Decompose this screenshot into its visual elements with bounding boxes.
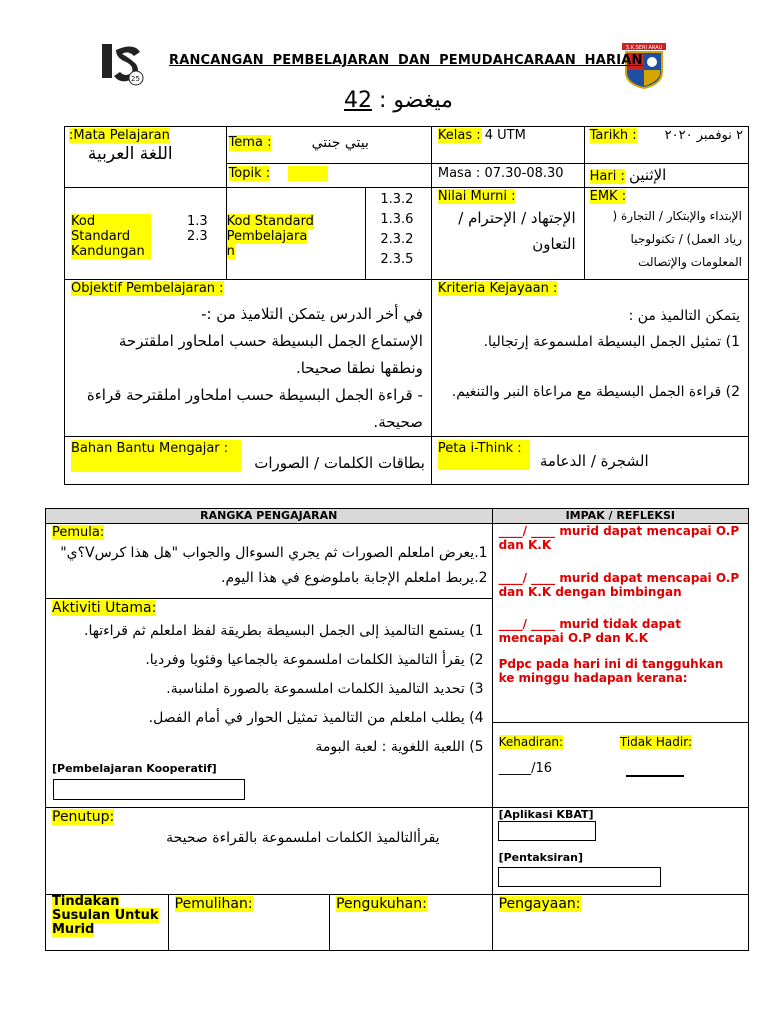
subject-cell	[65, 127, 227, 188]
learning-standard-codes	[366, 188, 431, 270]
content-standard-codes	[187, 214, 208, 259]
date-cell	[584, 127, 748, 164]
assessment-label: [Pentaksiran]	[498, 851, 583, 864]
day-label: Hari :	[589, 169, 625, 184]
emk-text: الإبتداء والإبتكار / التجارة ( رياد العمل) / تكنولوجيا المعلومات والإتصالت	[612, 209, 742, 269]
objective-label: Objektif Pembelajaran :	[71, 281, 224, 296]
reflection-column-header: IMPAK / REFLEKSI	[492, 509, 748, 524]
learning-standard-label: Kod Standard Pembelajara n	[226, 214, 314, 259]
attendance-count: _____/16	[498, 761, 552, 776]
main-activity-text	[46, 617, 492, 762]
school-anniversary-logo	[100, 40, 146, 86]
values-cell	[431, 188, 584, 280]
reflection-guided: ____/ ____ murid dapat mencapai O.P dan K.K dengan bimbingan	[498, 571, 740, 599]
closing-cell	[46, 808, 493, 895]
objective-line: في أخر الدرس يتمكن التلاميذ من :-	[201, 305, 423, 323]
kbat-cell	[492, 808, 748, 895]
opening-line: 2.يربط املعلم الإجابة باملوضوع في هذا اليوم.	[221, 570, 488, 586]
attendance-label: Kehadiran:	[498, 735, 564, 749]
enrichment-label: Pengayaan:	[498, 896, 581, 912]
opening-line: 1.يعرض املعلم الصورات ثم يجري السوءال والجواب "هل هذا كرسV؟ي"	[60, 545, 488, 561]
emk-cell	[584, 188, 748, 280]
class-value: 4 UTM	[484, 128, 526, 143]
ithink-value: الشجرة / الدعامة	[539, 452, 649, 470]
activity-step: 3) تحديد التالميذ الكلمات املسموعة بالصورة املناسبة.	[166, 681, 484, 697]
lesson-info-table	[64, 126, 749, 485]
kbat-field[interactable]	[498, 821, 596, 841]
learning-standard-codes-cell	[366, 188, 432, 280]
teaching-aids-value: بطاقات الكلمات / الصورات	[254, 454, 425, 472]
week-label: ميغضو :	[379, 88, 453, 113]
opening-cell	[46, 524, 493, 599]
learning-code: 2.3.5	[380, 252, 414, 267]
subject-value: اللغة العربية	[87, 144, 173, 164]
ithink-label: Peta i-Think :	[438, 440, 530, 470]
time-cell	[431, 164, 584, 188]
lesson-plan-table	[45, 508, 749, 951]
criteria-line: 2) قراءة الجمل البسيطة مع مراعاة النبر والتنغيم.	[451, 384, 740, 400]
closing-text: يقرأالتالميذ الكلمات املسموعة بالقراءة صحيحة	[166, 830, 440, 846]
criteria-text	[432, 297, 748, 405]
learning-code: 1.3.2	[380, 192, 414, 207]
teaching-aids-label: Bahan Bantu Mengajar :	[71, 440, 241, 472]
content-code: 2.3	[187, 229, 208, 244]
activity-step: 4) يطلب املعلم من التالميذ تمثيل الحوار في أمام الفصل.	[148, 710, 484, 726]
theme-value: بيتي جنتي	[311, 135, 369, 151]
remedial-cell	[168, 895, 329, 951]
criteria-label: Kriteria Kejayaan :	[437, 281, 558, 296]
topic-label: Topik :	[228, 166, 271, 181]
criteria-line: يتمكن التالميذ من :	[628, 308, 740, 324]
main-activity-cell	[46, 599, 493, 808]
topic-cell	[226, 164, 431, 188]
objective-line: الإستماع الجمل البسيطة حسب املحاور املقترحة ونطقها نطقا صحيحا.	[118, 332, 423, 377]
class-cell	[431, 127, 584, 164]
ithink-cell	[431, 437, 748, 485]
time-value: Masa : 07.30-08.30	[437, 166, 564, 181]
content-standard-label: Kod Standard Kandungan	[71, 214, 151, 259]
reinforcement-cell	[330, 895, 493, 951]
absent-field[interactable]	[626, 775, 684, 777]
logo-number: 25	[131, 75, 140, 83]
assessment-field[interactable]	[498, 867, 661, 887]
day-value: الإثنين	[628, 166, 667, 184]
kbat-label: [Aplikasi KBAT]	[498, 808, 594, 821]
reflection-not-achieved: ____/ ____ murid tidak dapat mencapai O.P dan K.K	[498, 617, 681, 645]
day-cell	[584, 164, 748, 188]
theme-cell	[226, 127, 431, 164]
opening-label: Pemula:	[52, 525, 105, 540]
values-label: Nilai Murni :	[437, 189, 516, 204]
enrichment-cell	[492, 895, 748, 951]
activity-step: 5) اللعبة اللغوية : لعبة البومة	[315, 739, 484, 755]
objective-cell	[65, 280, 432, 437]
theme-label: Tema :	[228, 135, 272, 150]
emk-label: EMK :	[589, 189, 627, 204]
main-activity-label: Aktiviti Utama:	[52, 600, 157, 616]
activity-step: 2) يقرأ التالميذ الكلمات املسموعة بالجماعيا وفئويا وفرديا.	[145, 652, 484, 668]
date-label: Tarikh :	[589, 128, 637, 143]
date-value: ٢ نوفمبر ٢٠٢٠	[664, 128, 743, 143]
learning-code: 2.3.2	[380, 232, 414, 247]
closing-label: Penutup:	[52, 809, 115, 825]
criteria-line: 1) تمثيل الجمل البسيطة املسموعة إرتجاليا.	[483, 334, 740, 350]
activity-step: 1) يستمع التالميذ إلى الجمل البسيطة بطريقة لفظ املعلم ثم قراءتها.	[84, 623, 484, 639]
objective-text	[65, 297, 431, 436]
content-standard-cell	[65, 188, 227, 280]
attendance-cell	[492, 723, 748, 808]
week-number: 42	[344, 88, 372, 113]
follow-up-cell	[46, 895, 169, 951]
absent-label: Tidak Hadir:	[619, 735, 692, 749]
class-label: Kelas :	[437, 128, 481, 143]
learning-standard-label-cell	[226, 188, 366, 280]
week-heading	[344, 88, 453, 113]
reinforcement-label: Pengukuhan:	[336, 896, 427, 912]
objective-line: - قراءة الجمل البسيطة حسب املحاور املقترحة قراءة صحيحة.	[86, 386, 423, 431]
teaching-aids-cell	[65, 437, 432, 485]
remedial-label: Pemulihan:	[174, 896, 253, 912]
content-code: 1.3	[187, 214, 208, 229]
learning-code: 1.3.6	[380, 212, 414, 227]
form-title: RANCANGAN PEMBELAJARAN DAN PEMUDAHCARAAN HARIAN	[169, 53, 643, 68]
reflection-postponed: Pdpc pada hari ini di tangguhkan ke minggu hadapan kerana:	[498, 657, 724, 685]
cooperative-label: [Pembelajaran Kooperatif]	[52, 762, 217, 775]
plan-column-header: RANGKA PENGAJARAN	[46, 509, 493, 524]
follow-up-label: Tindakan Susulan Untuk Murid	[52, 895, 159, 937]
crest-banner-text: S.K.SERI ARAU	[626, 45, 663, 51]
reflection-cell	[492, 524, 748, 723]
values-text: الإجتهاد / الإحترام / التعاون	[458, 209, 576, 253]
criteria-cell	[431, 280, 748, 437]
cooperative-field[interactable]	[53, 779, 245, 800]
opening-text	[46, 541, 492, 591]
reflection-achieved: ____/ ____ murid dapat mencapai O.P dan K.K	[498, 524, 740, 552]
subject-label: :Mata Pelajaran	[69, 128, 170, 143]
